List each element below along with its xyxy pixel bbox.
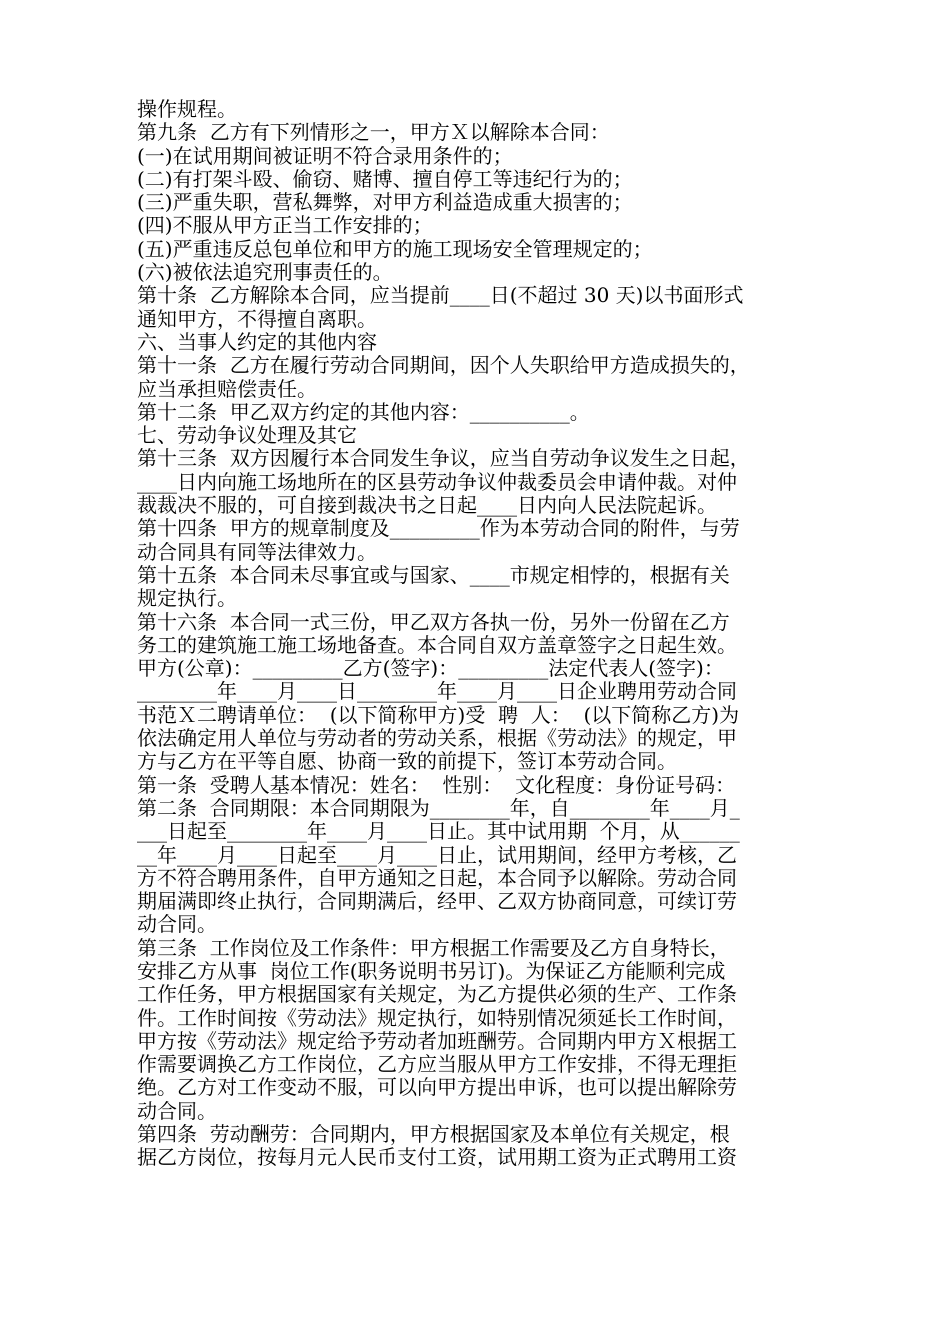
text-line: (四)不服从甲方正当工作安排的； bbox=[137, 214, 433, 238]
text-line: 据乙方岗位，按每月元人民币支付工资，试用期工资为正式聘用工资 bbox=[137, 1146, 737, 1170]
text-line: (三)严重失职，营私舞弊，对甲方利益造成重大损害的； bbox=[137, 191, 633, 215]
text-line: 动合同。 bbox=[137, 1099, 217, 1123]
text-line: 应当承担赔偿责任。 bbox=[137, 377, 317, 401]
text-line: (六)被依法追究刑事责任的。 bbox=[137, 261, 393, 285]
text-line: 甲方(公章)：_________乙方(签字)：_________法定代表人(签字)： bbox=[137, 657, 724, 681]
text-line: 绝。乙方对工作变动不服，可以向甲方提出申诉，也可以提出解除劳 bbox=[137, 1076, 737, 1100]
text-line: 七、劳动争议处理及其它 bbox=[137, 424, 357, 448]
text-line: 书范Ｘ二聘请单位： (以下简称甲方)受 聘 人： (以下简称乙方)为 bbox=[137, 703, 740, 727]
text-line: 第十二条 甲乙双方约定的其他内容：__________。 bbox=[137, 400, 590, 424]
text-line: ___日起至________年____月____日止。其中试用期 个月，从______ bbox=[137, 820, 740, 844]
text-line: 第二条 合同期限：本合同期限为________年，自________年____月_ bbox=[137, 796, 740, 820]
text-line: ____日内向施工场地所在的区县劳动争议仲裁委员会申请仲裁。对仲 bbox=[137, 470, 737, 494]
text-line: (一)在试用期间被证明不符合录用条件的； bbox=[137, 144, 513, 168]
text-line: 第十四条 甲方的规章制度及_________作为本劳动合同的附件，与劳 bbox=[137, 517, 740, 541]
text-line: 务工的建筑施工施工场地备查。本合同自双方盖章签字之日起生效。 bbox=[137, 633, 737, 657]
text-line: 依法确定用人单位与劳动者的劳动关系，根据《劳动法》的规定，甲 bbox=[137, 727, 737, 751]
text-line: 规定执行。 bbox=[137, 587, 237, 611]
text-line: 动合同。 bbox=[137, 913, 217, 937]
text-line: 第十五条 本合同未尽事宜或与国家、____市规定相悖的，根据有关 bbox=[137, 563, 730, 587]
text-line: ________年____月____日________年____月____日企业聘用劳动合同 bbox=[137, 680, 737, 704]
text-line: 裁裁决不服的，可自接到裁决书之日起____日内向人民法院起诉。 bbox=[137, 494, 717, 518]
text-line: 第九条 乙方有下列情形之一，甲方Ｘ以解除本合同： bbox=[137, 121, 610, 145]
text-line: 第十六条 本合同一式三份，甲乙双方各执一份，另外一份留在乙方 bbox=[137, 610, 730, 634]
text-line: 第一条 受聘人基本情况：姓名： 性别： 文化程度：身份证号码： bbox=[137, 773, 736, 797]
text-line: 第十条 乙方解除本合同，应当提前____日(不超过 30 天)以书面形式 bbox=[137, 284, 744, 308]
text-line: __年____月____日起至____月____日止，试用期间，经甲方考核，乙 bbox=[137, 843, 737, 867]
document-body bbox=[137, 98, 821, 1170]
text-line: 件。工作时间按《劳动法》规定执行，如特别情况须延长工作时间， bbox=[137, 1006, 737, 1030]
text-line: 方不符合聘用条件，自甲方通知之日起，本合同予以解除。劳动合同 bbox=[137, 866, 737, 890]
text-line: 安排乙方从事 岗位工作(职务说明书另订)。为保证乙方能顺利完成 bbox=[137, 959, 726, 983]
text-line: (二)有打架斗殴、偷窃、赌博、擅自停工等违纪行为的； bbox=[137, 167, 633, 191]
text-line: 第十三条 双方因履行本合同发生争议，应当自劳动争议发生之日起， bbox=[137, 447, 750, 471]
text-line: 作需要调换乙方工作岗位，乙方应当服从甲方工作安排，不得无理拒 bbox=[137, 1053, 737, 1077]
text-line: 第十一条 乙方在履行劳动合同期间，因个人失职给甲方造成损失的， bbox=[137, 354, 750, 378]
text-line: 六、当事人约定的其他内容 bbox=[137, 330, 377, 354]
text-line: 第四条 劳动酬劳：合同期内，甲方根据国家及本单位有关规定，根 bbox=[137, 1123, 730, 1147]
text-line: 通知甲方，不得擅自离职。 bbox=[137, 307, 377, 331]
text-line: 动合同具有同等法律效力。 bbox=[137, 540, 377, 564]
text-line: 方与乙方在平等自愿、协商一致的前提下，签订本劳动合同。 bbox=[137, 750, 677, 774]
text-line: 第三条 工作岗位及工作条件：甲方根据工作需要及乙方自身特长， bbox=[137, 936, 730, 960]
text-line: 操作规程。 bbox=[137, 98, 237, 121]
text-line: 甲方按《劳动法》规定给予劳动者加班酬劳。合同期内甲方Ｘ根据工 bbox=[137, 1029, 737, 1053]
text-line: 期届满即终止执行，合同期满后，经甲、乙双方协商同意，可续订劳 bbox=[137, 890, 737, 914]
text-line: (五)严重违反总包单位和甲方的施工现场安全管理规定的； bbox=[137, 237, 653, 261]
text-line: 工作任务，甲方根据国家有关规定，为乙方提供必须的生产、工作条 bbox=[137, 983, 737, 1007]
